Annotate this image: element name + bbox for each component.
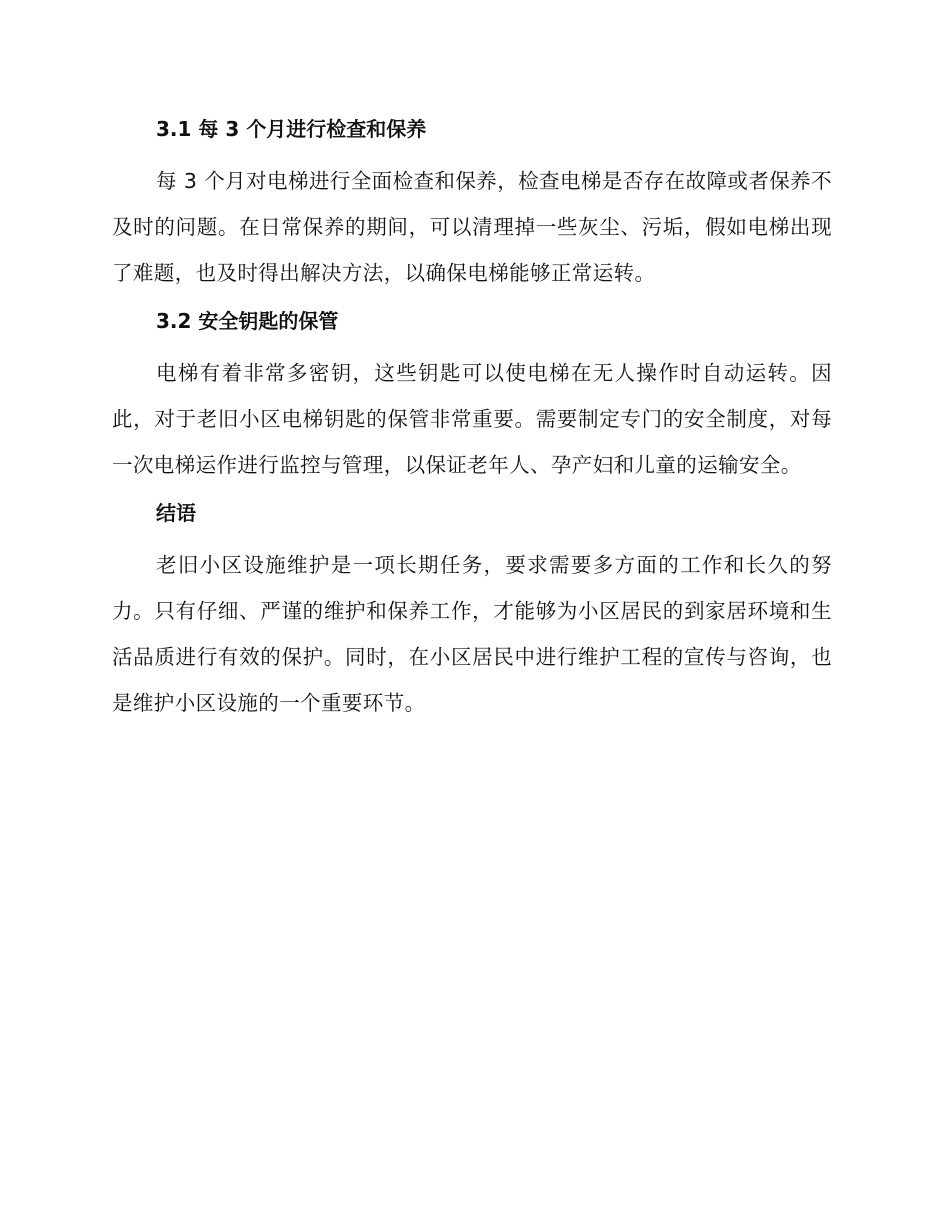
section-paragraph: 老旧小区设施维护是一项长期任务，要求需要多方面的工作和长久的努力。只有仔细、严谨的维护和保养工作，才能够为小区居民的到家居环境和生活品质进行有效的保护。同时，在小区居民中进行维护工程的宣传与咨询，也是维护小区设施的一个重要环节。 [112,553,832,715]
document-page [112,112,832,734]
section-heading: 结语 [156,501,196,525]
section-heading: 3.2 安全钥匙的保管 [156,309,339,333]
section-3-2 [112,304,832,488]
section-heading: 3.1 每 3 个月进行检查和保养 [156,117,427,141]
section-paragraph: 每 3 个月对电梯进行全面检查和保养，检查电梯是否存在故障或者保养不及时的问题。在日常保养的期间，可以清理掉一些灰尘、污垢，假如电梯出现了难题，也及时得出解决方法，以确保电梯能够正常运转。 [112,169,832,285]
section-conclusion [112,496,832,726]
section-3-1 [112,112,832,296]
section-paragraph: 电梯有着非常多密钥，这些钥匙可以使电梯在无人操作时自动运转。因此，对于老旧小区电梯钥匙的保管非常重要。需要制定专门的安全制度，对每一次电梯运作进行监控与管理，以保证老年人、孕产妇和儿童的运输安全。 [112,361,832,477]
